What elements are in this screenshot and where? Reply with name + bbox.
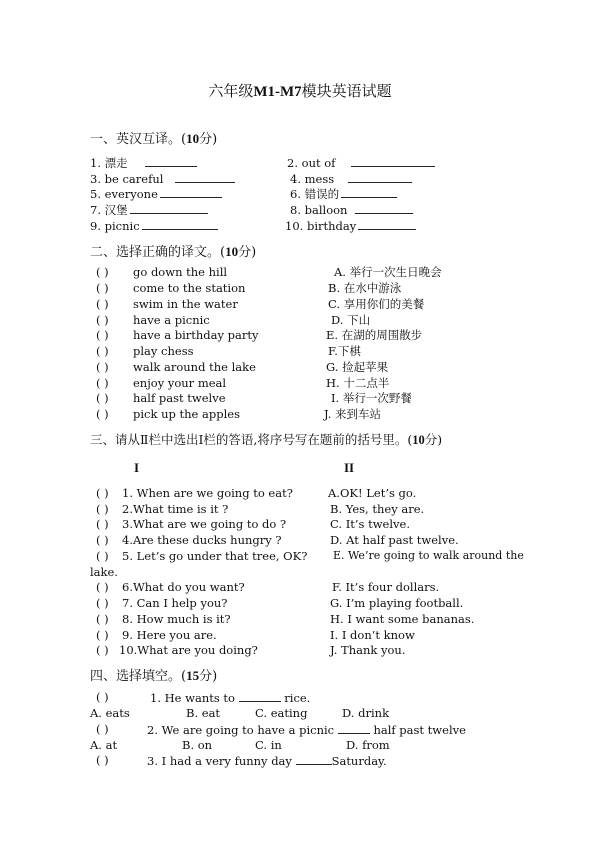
s4-q1-option-c[interactable]: C. eating xyxy=(255,706,308,720)
answer-paren[interactable]: ( ) xyxy=(96,596,109,610)
s1-item-9: 9. picnic xyxy=(90,218,218,233)
s3-question: 7. Can I help you? xyxy=(122,596,228,610)
s4-q1-option-d[interactable]: D. drink xyxy=(342,706,390,720)
s4-q1-option-a[interactable]: A. eats xyxy=(90,706,130,720)
answer-blank[interactable] xyxy=(341,186,397,198)
s3-question: 6.What do you want? xyxy=(122,580,245,594)
answer-paren[interactable]: ( ) xyxy=(96,344,109,358)
answer-paren[interactable]: ( ) xyxy=(96,328,109,342)
answer-paren[interactable]: ( ) xyxy=(96,281,109,295)
s2-option: D. 下山 xyxy=(331,313,371,327)
s2-option: H. 十二点半 xyxy=(326,376,390,390)
s1-item-6: 6. 错误的 xyxy=(290,186,397,201)
s3-answer: C. It’s twelve. xyxy=(330,517,410,531)
s3-answer: I. I don’t know xyxy=(330,628,415,642)
s3-answer: D. At half past twelve. xyxy=(330,533,459,547)
answer-paren[interactable]: ( ) xyxy=(96,690,109,704)
s3-answer-wrap: lake. xyxy=(90,565,118,579)
s1-item-10: 10. birthday xyxy=(285,218,416,233)
answer-paren[interactable]: ( ) xyxy=(96,407,109,421)
s2-phrase: have a birthday party xyxy=(133,328,259,342)
answer-blank[interactable] xyxy=(358,218,416,230)
answer-blank[interactable] xyxy=(355,202,413,214)
s2-phrase: come to the station xyxy=(133,281,246,295)
s4-q2-option-a[interactable]: A. at xyxy=(90,738,118,752)
section-4-heading: 四、选择填空。(15分) xyxy=(90,668,218,684)
answer-blank[interactable] xyxy=(175,171,235,183)
s3-question: 2.What time is it ? xyxy=(122,502,229,516)
s2-option: I. 举行一次野餐 xyxy=(331,391,412,405)
s2-option: A. 举行一次生日晚会 xyxy=(334,265,442,279)
s1-item-3: 3. be careful xyxy=(90,171,235,186)
section-2-heading: 二、选择正确的译文。(10分) xyxy=(90,244,257,260)
s2-phrase: swim in the water xyxy=(133,297,238,311)
s2-phrase: go down the hill xyxy=(133,265,228,279)
s1-item-2: 2. out of xyxy=(287,155,435,170)
s4-q1-option-b[interactable]: B. eat xyxy=(186,706,221,720)
s3-question: 10.What are you doing? xyxy=(119,643,258,657)
s4-question-3: 3. I had a very funny day Saturday. xyxy=(147,754,387,768)
page-title: 六年级M1-M7模块英语试题 xyxy=(208,82,392,100)
s3-answer: H. I want some bananas. xyxy=(330,612,475,626)
answer-blank[interactable] xyxy=(130,202,208,214)
s2-phrase: half past twelve xyxy=(133,391,226,405)
answer-blank[interactable] xyxy=(296,753,332,765)
s3-question: 5. Let’s go under that tree, OK? xyxy=(122,549,308,563)
column-1-heading: I xyxy=(134,460,140,475)
answer-paren[interactable]: ( ) xyxy=(96,486,109,500)
s3-answer: E. We’re going to walk around the xyxy=(333,549,524,562)
s2-option: J. 来到车站 xyxy=(324,407,382,421)
s3-question: 4.Are these ducks hungry ? xyxy=(122,533,282,547)
answer-paren[interactable]: ( ) xyxy=(96,502,109,516)
answer-paren[interactable]: ( ) xyxy=(96,391,109,405)
s2-phrase: walk around the lake xyxy=(133,360,256,374)
s3-answer: F. It’s four dollars. xyxy=(332,580,440,594)
answer-paren[interactable]: ( ) xyxy=(96,297,109,311)
s1-item-1: 1. 漂走 xyxy=(90,155,197,170)
answer-paren[interactable]: ( ) xyxy=(96,753,109,767)
s3-answer: J. Thank you. xyxy=(330,643,406,657)
s2-option: B. 在水中游泳 xyxy=(328,281,402,295)
s2-option: C. 享用你们的美餐 xyxy=(328,297,425,311)
s3-question: 3.What are we going to do ? xyxy=(122,517,287,531)
answer-paren[interactable]: ( ) xyxy=(96,265,109,279)
answer-blank[interactable] xyxy=(160,186,222,198)
answer-blank[interactable] xyxy=(348,171,412,183)
answer-blank[interactable] xyxy=(145,155,197,167)
answer-paren[interactable]: ( ) xyxy=(96,549,109,563)
s3-answer: G. I’m playing football. xyxy=(330,596,464,610)
answer-blank[interactable] xyxy=(142,218,218,230)
answer-paren[interactable]: ( ) xyxy=(96,580,109,594)
s4-q2-option-b[interactable]: B. on xyxy=(182,738,213,752)
s2-phrase: enjoy your meal xyxy=(133,376,227,390)
s4-q2-option-d[interactable]: D. from xyxy=(346,738,390,752)
answer-paren[interactable]: ( ) xyxy=(96,722,109,736)
answer-paren[interactable]: ( ) xyxy=(96,376,109,390)
s2-phrase: play chess xyxy=(133,344,194,358)
s2-option: G. 捡起苹果 xyxy=(326,360,389,374)
answer-blank[interactable] xyxy=(351,155,435,167)
s2-option: F.下棋 xyxy=(328,344,361,358)
answer-paren[interactable]: ( ) xyxy=(96,360,109,374)
answer-blank[interactable] xyxy=(239,690,281,702)
answer-blank[interactable] xyxy=(338,722,370,734)
s3-question: 9. Here you are. xyxy=(122,628,217,642)
s2-phrase: pick up the apples xyxy=(133,407,240,421)
s1-item-7: 7. 汉堡 xyxy=(90,202,208,217)
s1-item-5: 5. everyone xyxy=(90,186,222,201)
answer-paren[interactable]: ( ) xyxy=(96,313,109,327)
s2-phrase: have a picnic xyxy=(133,313,210,327)
s1-item-8: 8. balloon xyxy=(290,202,413,217)
s4-question-1: 1. He wants to rice. xyxy=(150,691,311,705)
answer-paren[interactable]: ( ) xyxy=(96,517,109,531)
answer-paren[interactable]: ( ) xyxy=(96,612,109,626)
s3-question: 8. How much is it? xyxy=(122,612,231,626)
s4-q2-option-c[interactable]: C. in xyxy=(255,738,282,752)
answer-paren[interactable]: ( ) xyxy=(96,628,109,642)
s1-item-4: 4. mess xyxy=(290,171,412,186)
s3-answer: A.OK! Let’s go. xyxy=(328,486,417,500)
section-3-heading: 三、请从Ⅱ栏中选出Ⅰ栏的答语,将序号写在题前的括号里。(10分) xyxy=(90,432,443,447)
s2-option: E. 在湖的周围散步 xyxy=(326,328,423,342)
section-1-heading: 一、英汉互译。(10分) xyxy=(90,131,218,147)
answer-paren[interactable]: ( ) xyxy=(96,643,109,657)
answer-paren[interactable]: ( ) xyxy=(96,533,109,547)
s4-question-2: 2. We are going to have a picnic half past twelve xyxy=(147,723,466,737)
s3-answer: B. Yes, they are. xyxy=(330,502,425,516)
column-2-heading: II xyxy=(344,460,355,475)
s3-question: 1. When are we going to eat? xyxy=(122,486,293,500)
